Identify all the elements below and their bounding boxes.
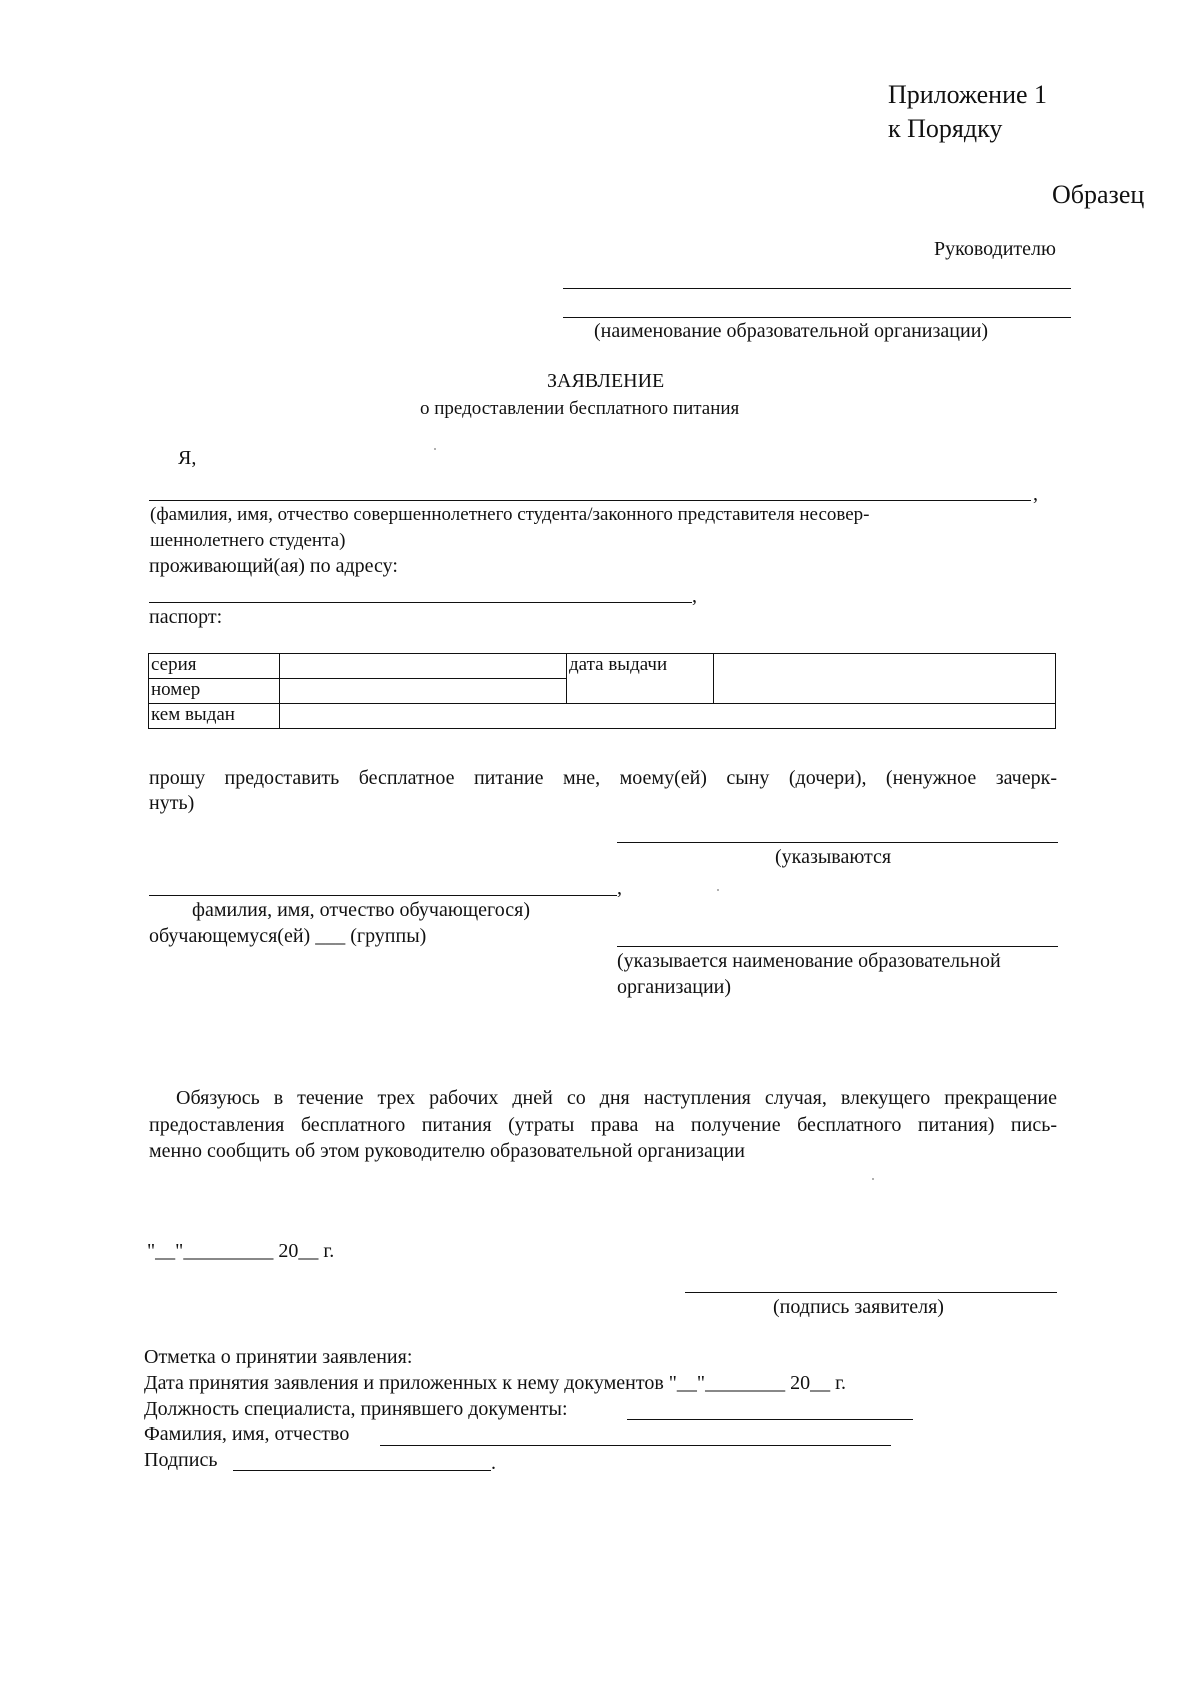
group-text: обучающемуся(ей) ___ (группы) — [149, 925, 427, 947]
specialist-name-line[interactable] — [380, 1445, 891, 1446]
applicant-name-comma: , — [1033, 483, 1038, 505]
applicant-signature-line[interactable] — [685, 1292, 1057, 1293]
document-subtitle: о предоставлении бесплатного питания — [420, 398, 740, 419]
specialist-signature-line[interactable] — [233, 1470, 491, 1471]
scan-speck — [872, 1178, 874, 1180]
org-name-field-line[interactable] — [617, 946, 1058, 947]
scan-speck — [434, 448, 436, 450]
issued-by-field[interactable] — [280, 704, 1056, 729]
number-label: номер — [149, 679, 280, 704]
request-line-1: прошу предоставить бесплатное питание мне, моему(ей) сыну (дочери), (ненужное зачерк- — [149, 767, 1057, 789]
appendix-line-1: Приложение 1 — [888, 80, 1048, 109]
address-line[interactable] — [149, 602, 692, 603]
appendix-line-2: к Порядку — [888, 114, 1003, 143]
date-field[interactable]: "__"_________ 20__ г. — [147, 1240, 335, 1262]
scan-speck — [717, 889, 719, 891]
applicant-caption-line-2: шеннолетнего студента) — [150, 530, 346, 551]
issued-by-label: кем выдан — [149, 704, 280, 729]
applicant-name-line[interactable] — [149, 500, 1031, 501]
signature-period: . — [491, 1452, 496, 1474]
address-comma: , — [692, 585, 697, 607]
specialist-position-label: Должность специалиста, принявшего документы: — [144, 1398, 568, 1420]
addressee-label: Руководителю — [934, 238, 1056, 260]
acceptance-label: Отметка о принятии заявления: — [144, 1346, 413, 1368]
document-title: ЗАЯВЛЕНИЕ — [547, 370, 665, 392]
sample-label: Образец — [1052, 180, 1145, 209]
passport-table — [148, 653, 1056, 729]
issue-date-label: дата выдачи — [567, 654, 714, 704]
issue-date-field[interactable] — [714, 654, 1056, 704]
series-label: серия — [149, 654, 280, 679]
org-name-caption: (наименование образовательной организации) — [594, 320, 989, 342]
specialist-signature-label: Подпись — [144, 1449, 218, 1471]
passport-label: паспорт: — [149, 606, 223, 628]
student-name-comma: , — [617, 877, 622, 899]
student-name-line-left[interactable] — [149, 895, 617, 896]
signature-caption: (подпись заявителя) — [773, 1296, 944, 1318]
org-name-line-1[interactable] — [563, 288, 1071, 289]
specialist-name-label: Фамилия, имя, отчество — [144, 1423, 350, 1445]
request-line-2: нуть) — [149, 792, 195, 814]
applicant-caption-line-1: (фамилия, имя, отчество совершеннолетнего студента/законного представителя несовер- — [150, 504, 870, 525]
obligation-line-2: предоставления бесплатного питания (утраты права на получение бесплатного питания) пись- — [149, 1114, 1057, 1136]
obligation-line-3: менно сообщить об этом руководителю образовательной организации — [149, 1140, 745, 1162]
student-name-line-right[interactable] — [617, 842, 1058, 843]
acceptance-date-label[interactable]: Дата принятия заявления и приложенных к нему документов "__"________ 20__ г. — [144, 1372, 847, 1394]
student-caption: фамилия, имя, отчество обучающегося) — [192, 899, 530, 921]
obligation-line-1: Обязуюсь в течение трех рабочих дней со дня наступления случая, влекущего прекращение — [176, 1087, 1057, 1109]
number-field[interactable] — [280, 679, 567, 704]
org-name-line-2[interactable] — [563, 317, 1071, 318]
specialist-position-line[interactable] — [627, 1419, 913, 1420]
org-caption-line-2: организации) — [617, 976, 732, 998]
address-label: проживающий(ая) по адресу: — [149, 555, 398, 577]
series-field[interactable] — [280, 654, 567, 679]
org-caption-line-1: (указывается наименование образовательной — [617, 950, 1001, 972]
specified-label: (указываются — [775, 846, 892, 868]
ya-label: Я, — [178, 447, 197, 469]
